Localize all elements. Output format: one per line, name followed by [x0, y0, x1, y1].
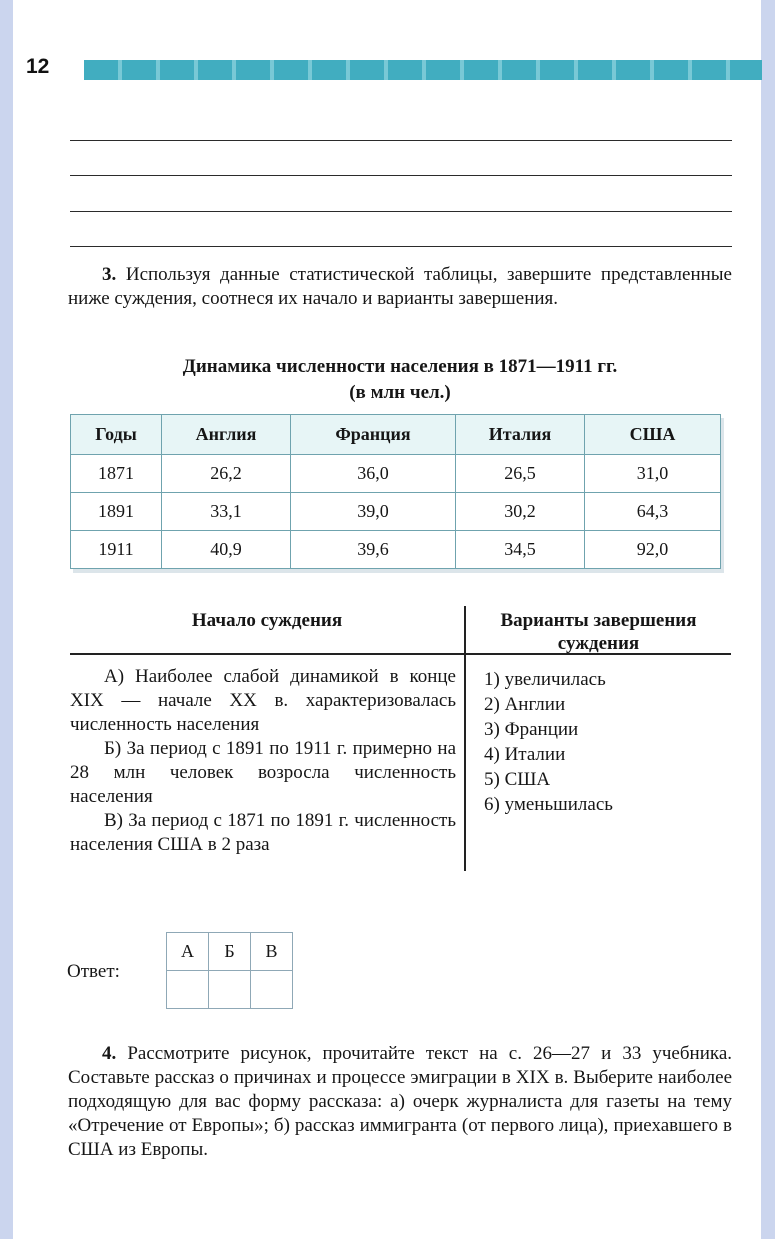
year-cell: 1871 — [71, 455, 162, 493]
task3-text: Используя данные статистической таблицы, завершите представленные ниже суждения, соотнеся их начало и варианты завершения. — [68, 264, 732, 309]
matching-right-body — [466, 655, 731, 817]
answer-table — [166, 932, 293, 1009]
value-cell: 64,3 — [585, 493, 721, 531]
stats-table-title: Динамика численности населения в 1871—1911 гг. — [182, 356, 618, 377]
value-cell: 31,0 — [585, 455, 721, 493]
task4-number: 4. — [102, 1043, 117, 1064]
task3-number: 3. — [102, 264, 117, 285]
answer-header-row — [167, 933, 293, 971]
matching-left-body — [70, 655, 464, 871]
option-5: 5) США — [484, 769, 551, 790]
col-header-usa: США — [585, 415, 721, 455]
population-table — [70, 414, 721, 569]
task4-paragraph — [68, 1042, 732, 1162]
matching-right-column — [466, 606, 731, 871]
writing-line[interactable] — [70, 175, 732, 176]
value-cell: 33,1 — [162, 493, 291, 531]
option-6: 6) уменьшилась — [484, 794, 613, 815]
col-header-france: Франция — [291, 415, 456, 455]
value-cell: 34,5 — [456, 531, 585, 569]
answer-input-cell[interactable] — [251, 971, 293, 1009]
matching-right-header: Варианты завершения суждения — [466, 606, 731, 655]
stats-table-subtitle: (в млн чел.) — [349, 382, 451, 403]
matching-left-header: Начало суждения — [70, 606, 464, 655]
table-row — [71, 493, 721, 531]
value-cell: 39,0 — [291, 493, 456, 531]
table-header-row — [71, 415, 721, 455]
answer-header-cell: В — [251, 933, 293, 971]
page-number: 12 — [26, 55, 50, 78]
answer-input-row — [167, 971, 293, 1009]
writing-line[interactable] — [70, 246, 732, 247]
answer-label: Ответ: — [67, 961, 120, 982]
value-cell: 40,9 — [162, 531, 291, 569]
option-4: 4) Италии — [484, 744, 566, 765]
year-cell: 1891 — [71, 493, 162, 531]
table-row — [71, 455, 721, 493]
year-cell: 1911 — [71, 531, 162, 569]
col-header-years: Годы — [71, 415, 162, 455]
value-cell: 39,6 — [291, 531, 456, 569]
statement-a: А) Наиболее слабой динамикой в конце XIX — начале XX в. характеризовалась численность населения — [70, 666, 456, 735]
value-cell: 36,0 — [291, 455, 456, 493]
task3-paragraph — [68, 263, 732, 311]
matching-left-column — [70, 606, 466, 871]
option-1: 1) увеличилась — [484, 669, 606, 690]
table-row — [71, 531, 721, 569]
answer-header-cell: А — [167, 933, 209, 971]
option-2: 2) Англии — [484, 694, 566, 715]
col-header-england: Англия — [162, 415, 291, 455]
answer-header-cell: Б — [209, 933, 251, 971]
right-margin-strip — [761, 0, 775, 1239]
answer-input-cell[interactable] — [209, 971, 251, 1009]
value-cell: 26,5 — [456, 455, 585, 493]
value-cell: 26,2 — [162, 455, 291, 493]
value-cell: 30,2 — [456, 493, 585, 531]
answer-input-cell[interactable] — [167, 971, 209, 1009]
value-cell: 92,0 — [585, 531, 721, 569]
statement-b: Б) За период с 1891 по 1911 г. примерно на 28 млн человек возросла численность населения — [70, 738, 456, 807]
header-bar — [84, 60, 762, 80]
left-margin-strip — [0, 0, 13, 1239]
task4-text: Рассмотрите рисунок, прочитайте текст на с. 26—27 и 33 учебника. Составьте рассказ о причинах и процессе эмиграции в XIX в. Выберите наиболее подходящую для вас форму рассказа: а) очерк журналиста для газеты на тему «Отречение от Европы»; б) рассказ иммигранта (от первого лица), приехавшего в США из Европы. — [68, 1043, 732, 1160]
matching-section — [70, 606, 731, 871]
option-3: 3) Франции — [484, 719, 579, 740]
writing-line[interactable] — [70, 211, 732, 212]
writing-line[interactable] — [70, 140, 732, 141]
col-header-italy: Италия — [456, 415, 585, 455]
statement-v: В) За период с 1871 по 1891 г. численность населения США в 2 раза — [70, 810, 456, 855]
